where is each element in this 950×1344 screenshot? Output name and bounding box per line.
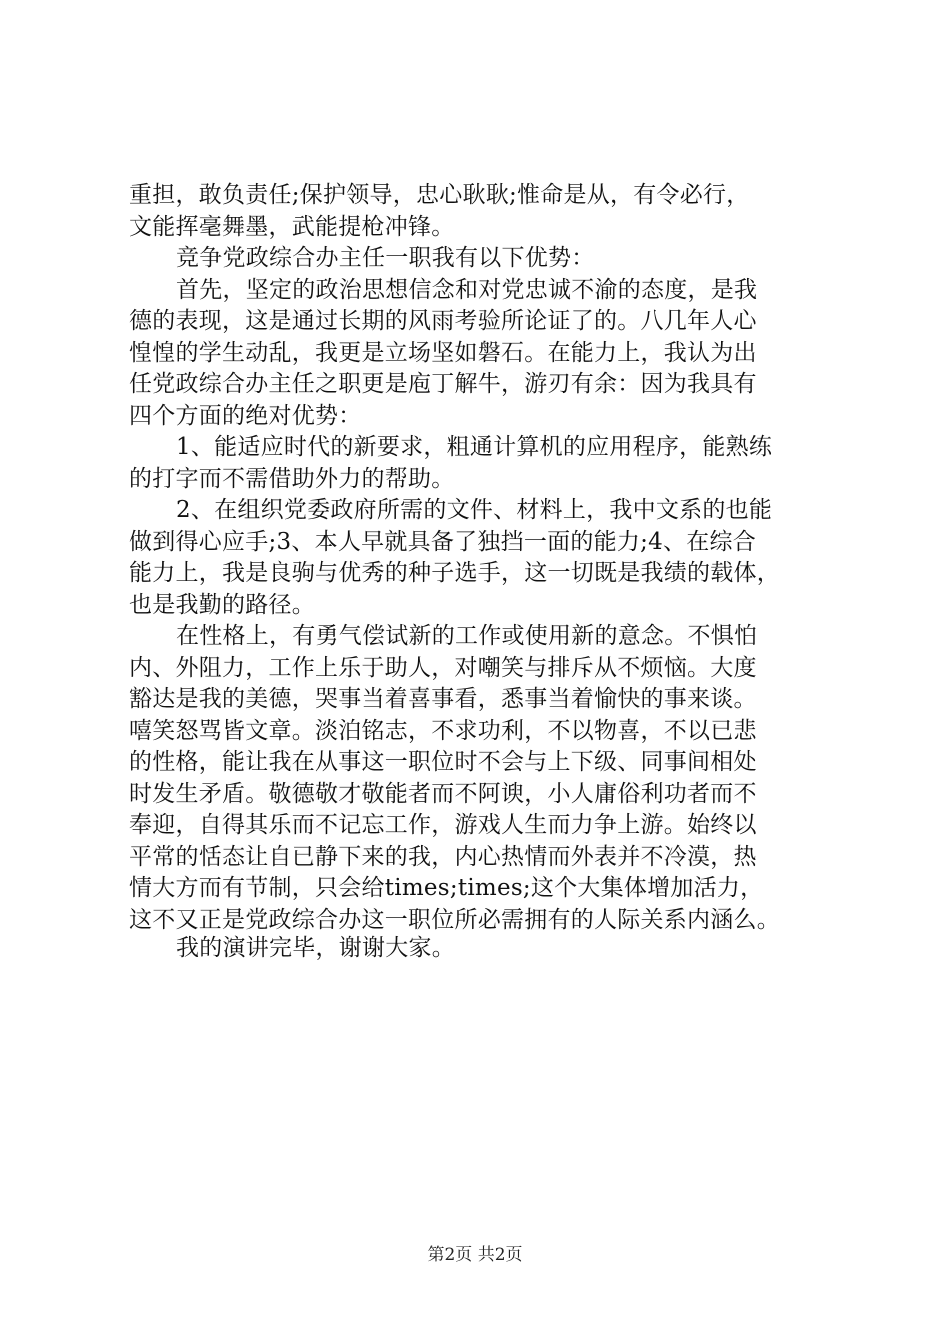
text-line: 德的表现，这是通过长期的风雨考验所论证了的。八几年人心 (129, 308, 757, 334)
text-line: 重担，敢负责任;保护领导，忠心耿耿;惟命是从，有令必行， (129, 182, 750, 208)
text-line: 四个方面的绝对优势： (129, 402, 362, 429)
paragraph-start: 在性格上，有勇气偿试新的工作或使用新的意念。不惧怕 (176, 623, 758, 649)
paragraph-start: 1、能适应时代的新要求，粗通计算机的应用程序，能熟练 (176, 434, 773, 460)
text-line: 文能挥毫舞墨，武能提枪冲锋。 (129, 213, 455, 240)
paragraph-start: 竞争党政综合办主任一职我有以下优势： (176, 245, 595, 271)
text-line: 奉迎，自得其乐而不记忘工作，游戏人生而力争上游。始终以 (129, 812, 757, 838)
closing-remark: 我的演讲完毕，谢谢大家。 (176, 935, 455, 961)
text-line: 任党政综合办主任之职更是庖丁解牛，游刃有余：因为我具有 (129, 371, 757, 397)
text-line: 时发生矛盾。敬德敬才敬能者而不阿谀，小人庸俗利功者而不 (129, 780, 757, 807)
text-line: 做到得心应手;3、本人早就具备了独挡一面的能力;4、在综合 (129, 528, 757, 555)
text-line: 豁达是我的美德，哭事当着喜事看，悉事当着愉快的事来谈。 (129, 686, 757, 712)
text-line: 嘻笑怒骂皆文章。淡泊铭志，不求功利，不以物喜，不以已悲 (129, 717, 757, 744)
text-line: 也是我勤的路径。 (129, 591, 315, 618)
paragraph-start: 首先，坚定的政治思想信念和对党忠诚不渝的态度，是我 (176, 276, 758, 303)
text-line: 内、外阻力，工作上乐于助人，对嘲笑与排斥从不烦恼。大度 (129, 654, 757, 681)
document-body (129, 180, 829, 936)
text-line: 惶惶的学生动乱，我更是立场坚如磐石。在能力上，我认为出 (129, 339, 757, 366)
text-line: 平常的恬态让自已静下来的我，内心热情而外表并不冷漠，热 (129, 843, 757, 870)
text-line: 这不又正是党政综合办这一职位所必需拥有的人际关系内涵么。 (129, 906, 780, 933)
text-line: 的性格，能让我在从事这一职位时不会与上下级、同事间相处 (129, 749, 757, 775)
paragraph-start: 2、在组织党委政府所需的文件、材料上，我中文系的也能 (176, 497, 773, 523)
text-line: 的打字而不需借助外力的帮助。 (129, 465, 455, 492)
text-line: 能力上，我是良驹与优秀的种子选手，这一切既是我绩的载体， (129, 560, 780, 586)
page-number-footer: 第2页 共2页 (427, 1245, 523, 1265)
text-line: 情大方而有节制，只会给times;times;这个大集体增加活力， (129, 875, 764, 901)
